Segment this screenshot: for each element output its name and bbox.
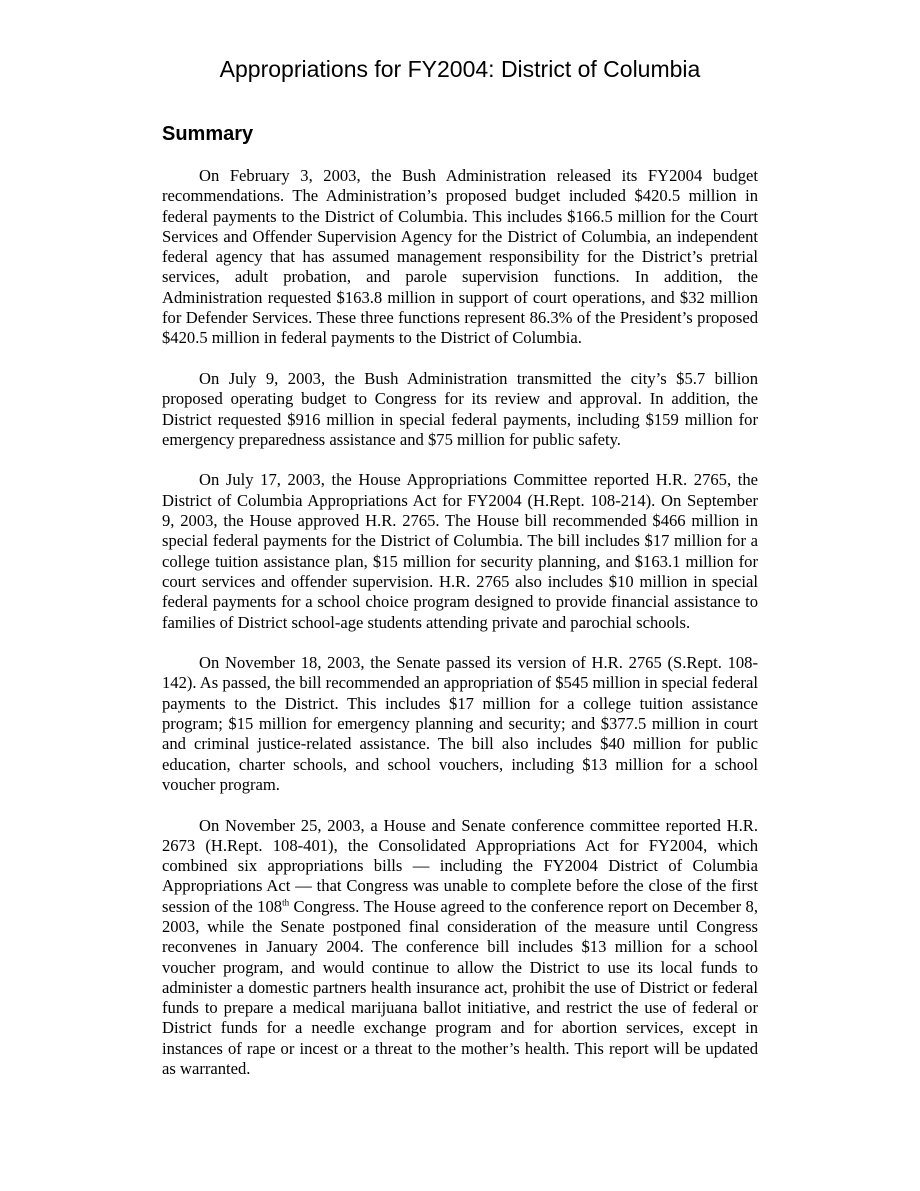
- paragraph-conference-report: [162, 816, 758, 1080]
- section-heading-summary: Summary: [162, 123, 254, 145]
- summary-body: [162, 166, 758, 1100]
- ordinal-superscript: th: [282, 897, 290, 908]
- paragraph-senate-bill: On November 18, 2003, the Senate passed its version of H.R. 2765 (S.Rept. 108-142). As passed, the bill recommended an appropriation of $545 million in special federal payments to the District. This includes $17 million for a college tuition assistance program; $15 million for emergency planning and security; and $377.5 million in court and criminal justice-related assistance. The bill also includes $40 million for public education, charter schools, and school vouchers, including $13 million for a school voucher program.: [162, 653, 758, 794]
- conference-text-end: Congress. The House agreed to the conference report on December 8, 2003, while the Senate postponed final consideration of the measure until Congress reconvenes in January 2004. The conference bill includes $13 million for a school voucher program, and would continue to allow the District to use its local funds to administer a domestic partners health insurance act, prohibit the use of District or federal funds to prepare a medical marijuana ballot initiative, and restrict the use of federal or District funds for a needle exchange program and for abortion services, except in instances of rape or incest or a threat to the mother’s health. This report will be updated as warranted.: [162, 896, 758, 1079]
- paragraph-february-budget: On February 3, 2003, the Bush Administration released its FY2004 budget recommendations. The Administration’s proposed budget included $420.5 million in federal payments to the District of Columbia. This includes $166.5 million for the Court Services and Offender Supervision Agency for the District of Columbia, an independent federal agency that has assumed management responsibility for the District’s pretrial services, adult probation, and parole supervision functions. In addition, the Administration requested $163.8 million in support of court operations, and $32 million for Defender Services. These three functions represent 86.3% of the President’s proposed $420.5 million in federal payments to the District of Columbia.: [162, 166, 758, 348]
- paragraph-house-bill: On July 17, 2003, the House Appropriations Committee reported H.R. 2765, the District of Columbia Appropriations Act for FY2004 (H.Rept. 108-214). On September 9, 2003, the House approved H.R. 2765. The House bill recommended $466 million in special federal payments for the District of Columbia. The bill includes $17 million for a college tuition assistance plan, $15 million for security planning, and $163.1 million for court services and offender supervision. H.R. 2765 also includes $10 million in special federal payments for a school choice program designed to provide financial assistance to families of District school-age students attending private and parochial schools.: [162, 470, 758, 632]
- conference-text-start: On November 25, 2003, a House and Senate conference committee reported H.R. 2673 (H.Rept. 108-401), the Consolidated Appropriations Act for FY2004, which combined six appropriations bills — including the FY2004 District of Columbia Appropriations Act — that Congress was unable to complete before the close of the first session of the 108: [162, 815, 758, 916]
- paragraph-july-operating-budget: On July 9, 2003, the Bush Administration transmitted the city’s $5.7 billion proposed operating budget to Congress for its review and approval. In addition, the District requested $916 million in special federal payments, including $159 million for emergency preparedness assistance and $75 million for public safety.: [162, 368, 758, 449]
- document-title: Appropriations for FY2004: District of Columbia: [219, 56, 701, 82]
